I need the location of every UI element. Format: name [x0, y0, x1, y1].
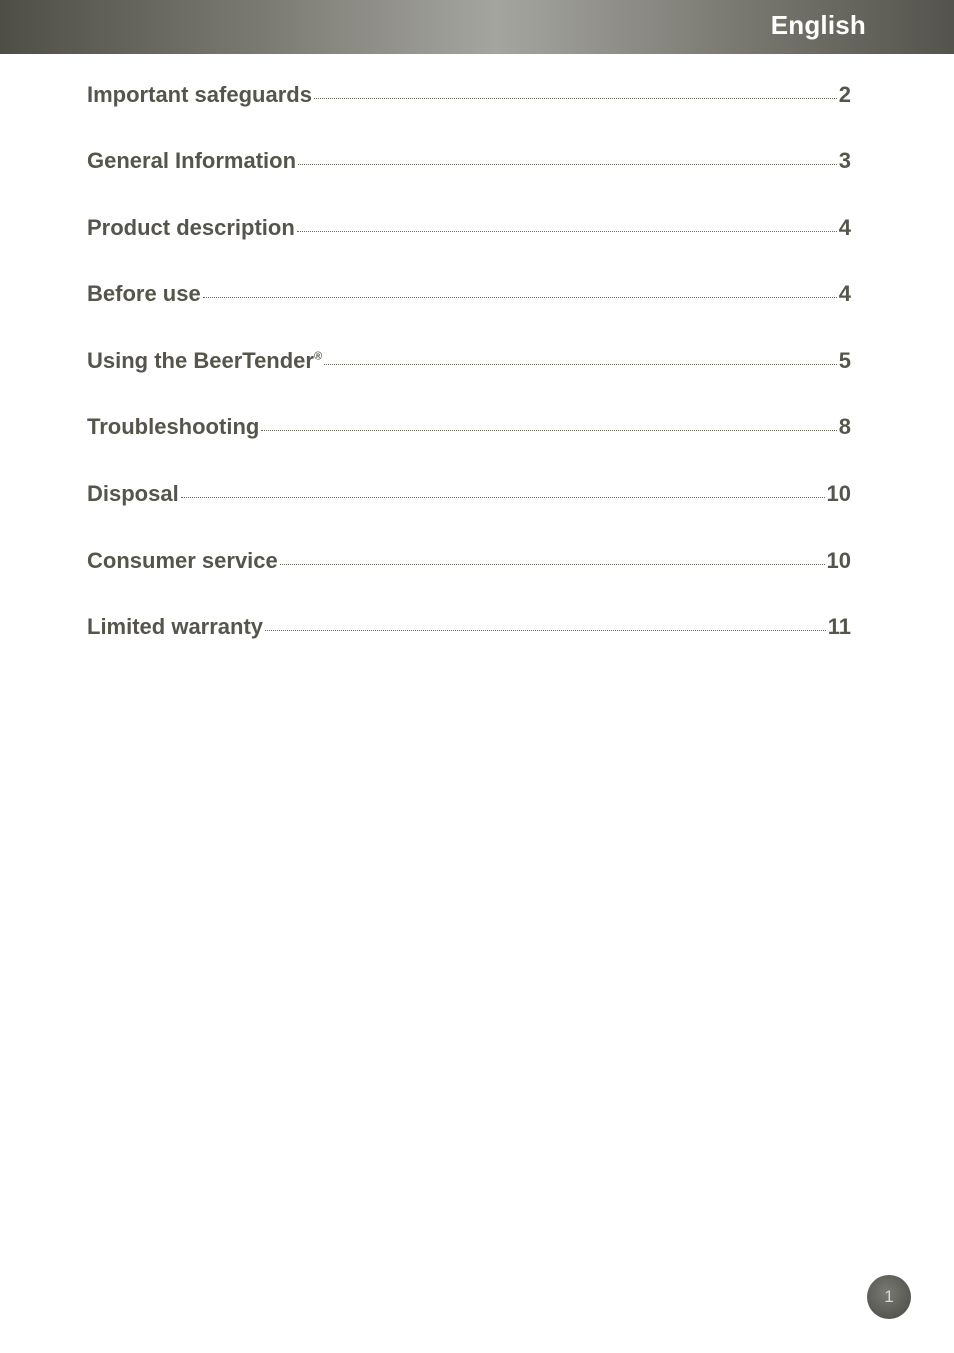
toc-item-product-description[interactable]: [87, 215, 851, 245]
toc-item-page: 4: [838, 281, 851, 306]
toc-item-title: Troubleshooting: [87, 414, 260, 439]
header-bar: [0, 0, 954, 54]
language-label: English: [770, 10, 866, 40]
toc-item-page: 3: [838, 148, 851, 173]
toc-item-before-use[interactable]: [87, 281, 851, 311]
toc-item-page: 2: [838, 82, 851, 107]
toc-item-troubleshooting[interactable]: [87, 414, 851, 444]
toc-dot-leader: [280, 564, 825, 565]
toc-item-general-information[interactable]: [87, 148, 851, 178]
toc-item-using-the-beertender[interactable]: [87, 348, 851, 378]
toc-item-title: Before use: [87, 281, 201, 306]
toc-dot-leader: [181, 497, 825, 498]
toc-item-title: [87, 348, 322, 374]
toc-dot-leader: [314, 98, 837, 99]
toc-item-title-text: Using the BeerTender: [87, 348, 314, 373]
toc-item-page: 11: [827, 614, 851, 639]
toc-item-title: Important safeguards: [87, 82, 312, 107]
toc-item-page: 10: [826, 481, 851, 506]
toc-dot-leader: [261, 430, 836, 431]
toc-item-page: 8: [838, 414, 851, 439]
toc-item-page: 5: [838, 348, 851, 373]
toc-item-title: General Information: [87, 148, 297, 173]
registered-mark: ®: [313, 350, 323, 363]
toc-dot-leader: [265, 630, 826, 631]
toc-item-page: 10: [826, 548, 851, 573]
toc-item-title: Product description: [87, 215, 295, 240]
toc-item-title: Disposal: [87, 481, 179, 506]
toc-item-title: Limited warranty: [87, 614, 264, 639]
toc-item-consumer-service[interactable]: [87, 548, 851, 578]
toc-dot-leader: [324, 364, 837, 365]
toc-item-disposal[interactable]: [87, 481, 851, 511]
toc-item-title: Consumer service: [87, 548, 278, 573]
toc-item-limited-warranty[interactable]: [87, 614, 851, 644]
toc-dot-leader: [297, 231, 837, 232]
toc-dot-leader: [203, 297, 837, 298]
toc-item-important-safeguards[interactable]: [87, 82, 851, 112]
toc-dot-leader: [298, 164, 837, 165]
toc-item-page: 4: [838, 215, 851, 240]
page-number-badge: 1: [867, 1275, 911, 1319]
